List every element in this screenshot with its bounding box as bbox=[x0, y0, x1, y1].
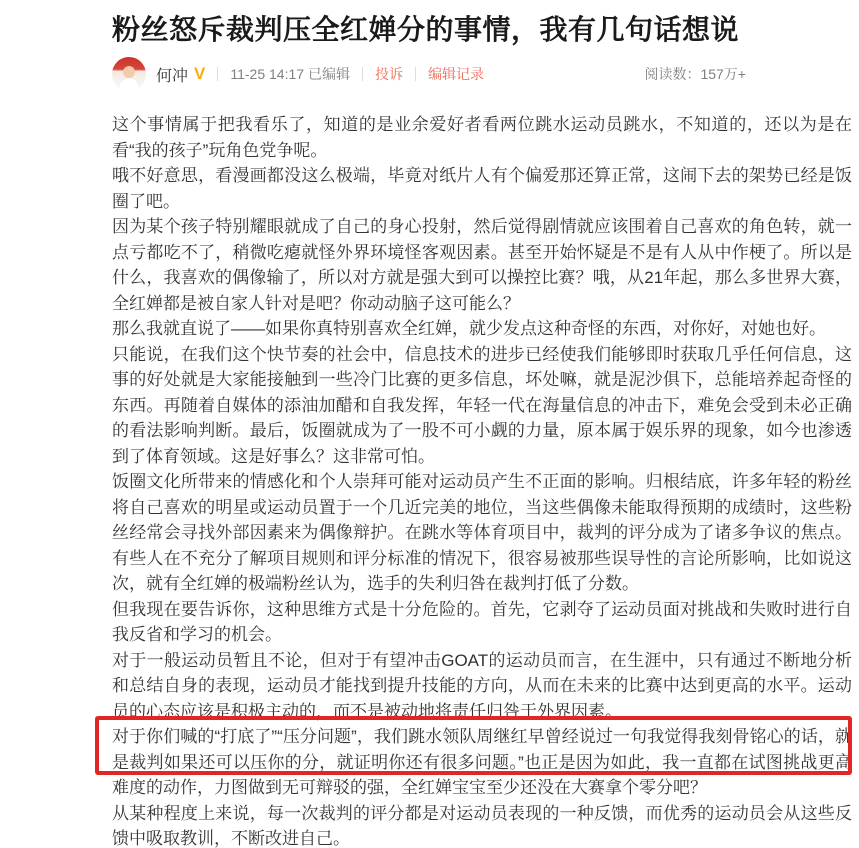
edit-history-link[interactable]: 编辑记录 bbox=[427, 66, 484, 82]
article-paragraph: 从某种程度上来说，每一次裁判的评分都是对运动员表现的一种反馈，而优秀的运动员会从这些反馈中吸取教训，不断改进自己。 bbox=[112, 803, 852, 848]
article-paragraph: 但我现在要告诉你，这种思维方式是十分危险的。首先，它剥夺了运动员面对挑战和失败时进行自我反省和学习的机会。 bbox=[112, 599, 852, 644]
article-container bbox=[112, 0, 852, 848]
article-paragraph: 对于你们喊的“打底了”“压分问题”，我们跳水领队周继红早曾经说过一句我觉得我刻骨铭心的话，就是裁判如果还可以压你的分，就证明你还有很多问题。”也正是因为如此，我一直都在试图挑战更高难度的动作，力图做到无可辩驳的强，全红婵宝宝至少还没在大赛拿个零分吧？ bbox=[112, 727, 852, 797]
article-title: 粉丝怒斥裁判压全红婵分的事情，我有几句话想说 bbox=[112, 14, 740, 45]
verified-v-icon: V bbox=[194, 64, 206, 83]
article-paragraph: 哦不好意思，看漫画都没这么极端，毕竟对纸片人有个偏爱那还算正常，这闹下去的架势已经是饭圈了吧。 bbox=[112, 166, 852, 211]
article-paragraph: 只能说，在我们这个快节奏的社会中，信息技术的进步已经使我们能够即时获取几乎任何信息，这事的好处就是大家能接触到一些冷门比赛的更多信息，坏处嘛，就是泥沙俱下，总能培养起奇怪的东西。再随着自媒体的添油加醋和自我发挥，年轻一代在海量信息的冲击下，难免会受到未必正确的看法影响判断。最后，饭圈就成为了一股不可小觑的力量，原本属于娱乐界的现象，如今也渗透到了体育领域。这是好事么？这非常可怕。 bbox=[112, 344, 852, 466]
article-paragraph: 那么我就直说了——如果你真特别喜欢全红婵，就少发点这种奇怪的东西，对你好，对她也好。 bbox=[112, 319, 826, 338]
author-name[interactable]: 何冲 bbox=[156, 67, 189, 85]
divider bbox=[217, 67, 218, 81]
divider bbox=[362, 67, 363, 81]
article-paragraph: 对于一般运动员暂且不论，但对于有望冲击GOAT的运动员而言，在生涯中，只有通过不断地分析和总结自身的表现，运动员才能找到提升技能的方向，从而在未来的比赛中达到更高的水平。运动员的心态应该是积极主动的，而不是被动地将责任归咎于外界因素。 bbox=[112, 650, 852, 721]
publish-timestamp: 11-25 14:17 已编辑 bbox=[230, 66, 350, 82]
article-paragraph: 饭圈文化所带来的情感化和个人崇拜可能对运动员产生不正面的影响。归根结底，许多年轻的粉丝将自己喜欢的明星或运动员置于一个几近完美的地位，当这些偶像未能取得预期的成绩时，这些粉丝经常会寻找外部因素来为偶像辩护。在跳水等体育项目中，裁判的评分成为了诸多争议的焦点。有些人在不充分了解项目规则和评分标准的情况下，很容易被那些误导性的言论所影响，比如说这次，就有全红婵的极端粉丝认为，选手的失利归咎在裁判打低了分数。 bbox=[112, 472, 852, 593]
article-body bbox=[112, 112, 852, 848]
article-paragraph: 这个事情属于把我看乐了，知道的是业余爱好者看两位跳水运动员跳水，不知道的，还以为是在看“我的孩子”玩角色党争呢。 bbox=[112, 115, 852, 160]
read-count-value: 157万+ bbox=[700, 66, 746, 82]
report-link[interactable]: 投诉 bbox=[374, 66, 403, 82]
author-avatar[interactable] bbox=[112, 57, 146, 91]
author-row bbox=[112, 56, 852, 92]
divider bbox=[415, 67, 416, 81]
article-paragraph: 因为某个孩子特别耀眼就成了自己的身心投射，然后觉得剧情就应该围着自己喜欢的角色转，就一点亏都吃不了，稍微吃瘪就怪外界环境怪客观因素。甚至开始怀疑是不是有人从中作梗了。所以是什么，我喜欢的偶像输了，所以对方就是强大到可以操控比赛？哦，从21年起，那么多世界大赛，全红婵都是被自家人针对是吧？你动动脑子这可能么？ bbox=[112, 217, 852, 313]
read-count-label: 阅读数： bbox=[644, 66, 701, 82]
read-count bbox=[644, 64, 746, 84]
